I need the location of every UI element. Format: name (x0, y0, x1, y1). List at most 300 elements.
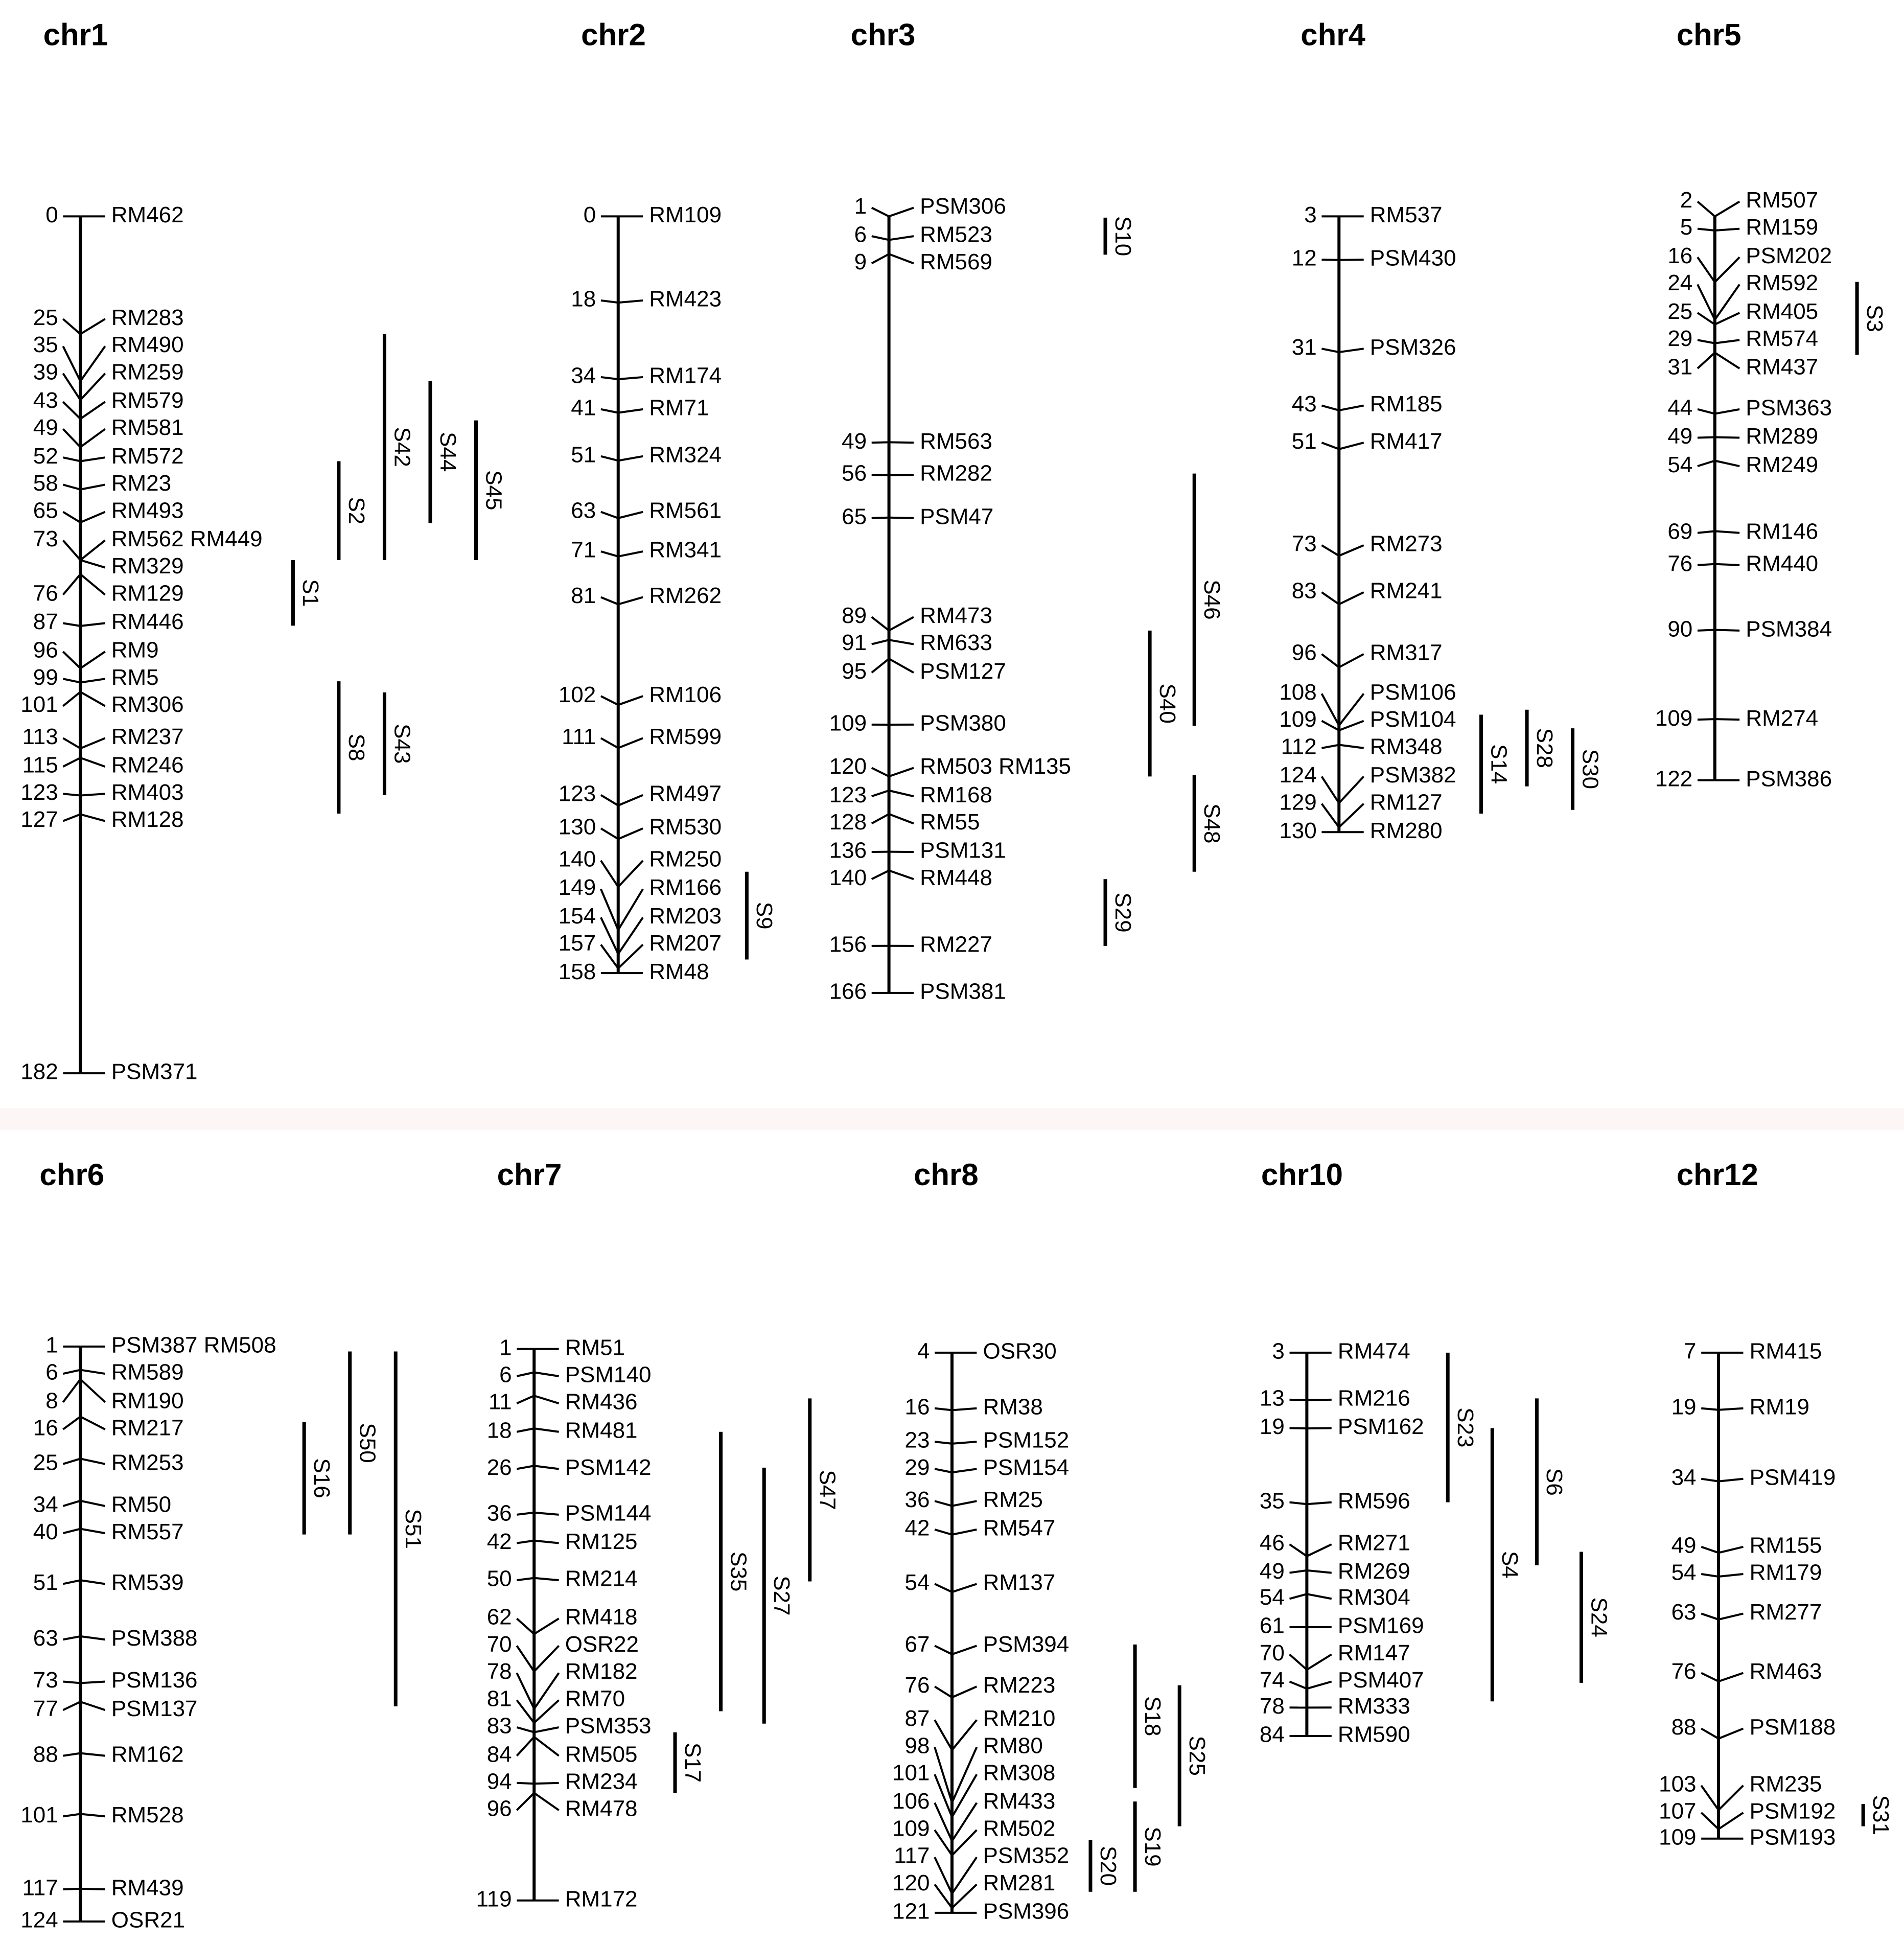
position-tick (601, 738, 618, 748)
marker-tick (1307, 1428, 1331, 1429)
marker-rm168 (829, 782, 992, 807)
marker-position: 0 (45, 202, 58, 228)
position-tick (1698, 437, 1715, 438)
marker-name: RM155 (1749, 1533, 1822, 1558)
position-tick (63, 794, 80, 795)
marker-position: 3 (1272, 1338, 1285, 1364)
position-tick (63, 738, 80, 748)
marker-psm396 (892, 1899, 1069, 1924)
marker-position: 109 (1655, 705, 1693, 731)
marker-position: 54 (904, 1569, 930, 1595)
position-tick (601, 300, 618, 303)
marker-position: 91 (842, 630, 867, 656)
marker-rm172 (476, 1886, 638, 1911)
segment-s3 (1857, 282, 1887, 355)
segment-label: S9 (752, 901, 777, 930)
segment-s51 (396, 1351, 426, 1706)
segment-label: S10 (1110, 216, 1135, 257)
marker-position: 12 (1291, 245, 1317, 271)
marker-position: 49 (842, 428, 867, 454)
position-tick (1701, 1813, 1719, 1829)
segment-s17 (675, 1732, 705, 1793)
marker-tick (534, 1372, 559, 1376)
segment-s27 (764, 1468, 794, 1724)
segment-s35 (721, 1432, 751, 1711)
position-tick (63, 319, 80, 334)
marker-rm253 (33, 1450, 184, 1475)
marker-position: 54 (1667, 452, 1693, 477)
marker-name: RM474 (1337, 1338, 1410, 1364)
marker-rm423 (571, 287, 722, 312)
marker-psm419 (1671, 1465, 1836, 1490)
marker-rm50 (33, 1492, 171, 1517)
marker-rm159 (1680, 215, 1818, 240)
position-tick (63, 1501, 80, 1506)
marker-position: 11 (488, 1389, 512, 1415)
marker-name: RM262 (649, 583, 722, 609)
marker-position: 16 (33, 1415, 58, 1441)
position-tick (63, 1459, 80, 1464)
position-tick (1701, 1786, 1719, 1810)
marker-name: RM348 (1369, 734, 1443, 759)
marker-psm380 (829, 710, 1006, 735)
position-tick (63, 758, 80, 767)
marker-position: 84 (486, 1742, 512, 1767)
marker-tick (80, 457, 105, 461)
marker-position: 129 (1279, 790, 1317, 815)
segment-label: S30 (1577, 749, 1603, 790)
position-tick (63, 1529, 80, 1534)
marker-position: 156 (829, 932, 867, 957)
marker-position: 51 (571, 442, 596, 468)
marker-rm237 (22, 724, 184, 749)
segment-label: S43 (389, 724, 415, 764)
position-tick (63, 1370, 80, 1374)
marker-position: 101 (892, 1760, 930, 1786)
marker-position: 88 (1671, 1715, 1697, 1740)
chromosome-title: chr3 (850, 17, 916, 52)
position-tick (1321, 443, 1339, 449)
marker-name: RM237 (111, 724, 184, 750)
marker-name: RM503 RM135 (920, 754, 1071, 779)
marker-rm599 (562, 724, 722, 749)
marker-tick (1339, 545, 1363, 556)
segment-s25 (1179, 1685, 1210, 1826)
position-tick (1321, 693, 1339, 725)
marker-tick (1339, 349, 1363, 352)
position-tick (63, 429, 80, 447)
marker-position: 140 (558, 846, 596, 872)
marker-name: PSM326 (1369, 334, 1456, 360)
marker-position: 102 (558, 682, 596, 707)
marker-position: 58 (33, 471, 58, 496)
position-tick (1290, 1594, 1307, 1599)
marker-tick (1719, 1613, 1743, 1620)
marker-position: 25 (1667, 298, 1693, 324)
position-tick (63, 623, 80, 626)
marker-rm234 (487, 1769, 638, 1794)
marker-position: 76 (904, 1672, 930, 1698)
position-tick (1701, 1673, 1719, 1682)
marker-position: 29 (1667, 326, 1693, 351)
marker-name: RM418 (565, 1604, 638, 1630)
marker-position: 130 (1279, 818, 1317, 843)
marker-position: 35 (33, 332, 58, 358)
marker-tick (80, 1529, 105, 1534)
chromosome-title: chr5 (1676, 17, 1742, 52)
marker-name: RM317 (1369, 640, 1443, 665)
segment-label: S44 (435, 432, 460, 472)
marker-tick (80, 758, 105, 767)
marker-rm216 (1260, 1385, 1410, 1410)
marker-position: 34 (571, 363, 596, 388)
marker-name: RM463 (1749, 1659, 1822, 1684)
marker-psm326 (1292, 335, 1456, 360)
marker-position: 31 (1291, 334, 1317, 360)
marker-name: RM581 (111, 415, 184, 441)
marker-tick (889, 870, 914, 879)
marker-rm51 (499, 1335, 625, 1360)
marker-name: RM599 (649, 724, 722, 750)
marker-tick (889, 254, 914, 263)
marker-name: PSM188 (1749, 1715, 1836, 1740)
segment-s20 (1090, 1840, 1121, 1892)
marker-name: RM563 (920, 428, 992, 454)
chromosome-title: chr1 (43, 17, 108, 52)
marker-name: RM329 (111, 553, 184, 579)
segment-s19 (1135, 1801, 1165, 1892)
marker-rm174 (571, 363, 722, 388)
marker-name: RM481 (565, 1418, 638, 1443)
position-tick (872, 768, 889, 776)
marker-rm478 (487, 1793, 638, 1821)
position-tick (935, 1501, 952, 1506)
marker-name: RM241 (1369, 578, 1443, 604)
marker-name: RM273 (1369, 531, 1443, 557)
marker-rm128 (20, 807, 183, 832)
marker-name: RM440 (1746, 551, 1819, 576)
segment-label: S17 (680, 1742, 705, 1783)
marker-position: 36 (904, 1487, 930, 1512)
marker-rm497 (559, 781, 722, 806)
position-tick (63, 1636, 80, 1639)
marker-name: RM19 (1749, 1394, 1809, 1420)
marker-osr30 (917, 1339, 1057, 1364)
marker-tick (80, 540, 105, 560)
marker-rm271 (1260, 1531, 1410, 1557)
marker-name: RM129 (111, 581, 184, 606)
marker-psm381 (829, 979, 1006, 1004)
marker-tick (952, 1584, 977, 1592)
segment-s28 (1527, 710, 1557, 787)
marker-name: RM448 (920, 865, 992, 890)
marker-name: RM109 (649, 202, 722, 228)
marker-position: 76 (33, 581, 58, 606)
marker-position: 56 (842, 460, 867, 486)
marker-name: PSM386 (1746, 766, 1832, 792)
position-tick (935, 1686, 952, 1697)
marker-rm269 (1260, 1559, 1410, 1584)
marker-position: 88 (33, 1742, 58, 1767)
position-tick (63, 402, 80, 419)
marker-position: 182 (20, 1059, 58, 1084)
marker-name: RM590 (1337, 1722, 1410, 1747)
marker-position: 112 (1281, 734, 1317, 759)
chromosome-chr5 (1655, 17, 1887, 791)
marker-position: 76 (1667, 551, 1693, 576)
marker-position: 18 (571, 286, 596, 312)
position-tick (1321, 406, 1339, 410)
position-tick (1290, 1681, 1307, 1688)
marker-name: PSM396 (983, 1899, 1070, 1924)
position-tick (1321, 545, 1339, 556)
position-tick (1290, 1502, 1307, 1505)
marker-psm137 (33, 1696, 198, 1721)
marker-name: RM423 (649, 286, 722, 312)
marker-position: 52 (33, 443, 58, 469)
chromosome-chr1 (20, 17, 506, 1084)
position-tick (601, 409, 618, 413)
position-tick (1321, 654, 1339, 667)
marker-position: 119 (476, 1886, 512, 1912)
position-tick (1321, 745, 1339, 748)
marker-rm505 (487, 1737, 638, 1767)
marker-rm440 (1667, 551, 1818, 576)
marker-name: RM557 (111, 1519, 184, 1544)
marker-position: 6 (45, 1359, 58, 1385)
marker-tick (1715, 564, 1739, 565)
marker-tick (1307, 1570, 1331, 1573)
marker-tick (889, 659, 914, 673)
marker-name: PSM430 (1369, 245, 1456, 271)
marker-name: PSM306 (920, 194, 1006, 219)
marker-tick (1339, 406, 1363, 410)
marker-name: RM249 (1746, 452, 1819, 477)
marker-tick (889, 640, 914, 644)
marker-name: PSM106 (1369, 679, 1456, 705)
marker-tick (1719, 1408, 1743, 1410)
marker-name: PSM104 (1369, 707, 1456, 732)
marker-name: RM271 (1337, 1530, 1410, 1556)
marker-rm439 (22, 1876, 184, 1901)
marker-name: RM281 (983, 1870, 1056, 1895)
marker-name: PSM407 (1337, 1668, 1424, 1693)
position-tick (935, 1584, 952, 1592)
marker-position: 6 (499, 1362, 512, 1387)
marker-tick (952, 1408, 977, 1410)
segment-s23 (1448, 1353, 1478, 1502)
position-tick (601, 512, 618, 518)
marker-name: RM137 (983, 1569, 1056, 1595)
marker-position: 24 (1667, 270, 1693, 296)
marker-tick (1719, 1673, 1743, 1682)
marker-position: 49 (1259, 1559, 1285, 1584)
marker-tick (1719, 1547, 1743, 1553)
marker-rm147 (1260, 1640, 1410, 1670)
marker-name: RM162 (111, 1742, 184, 1767)
marker-rm38 (904, 1394, 1042, 1419)
marker-name: RM182 (565, 1659, 638, 1684)
marker-name: RM579 (111, 387, 184, 413)
marker-position: 101 (20, 692, 58, 718)
marker-position: 43 (33, 387, 58, 413)
marker-rm306 (20, 692, 183, 717)
marker-name: PSM380 (920, 710, 1006, 736)
position-tick (935, 1408, 952, 1410)
marker-name: RM493 (111, 498, 184, 523)
marker-tick (1307, 1654, 1331, 1670)
marker-rm633 (842, 630, 992, 655)
position-tick (517, 1793, 534, 1810)
marker-psm142 (487, 1455, 652, 1480)
marker-position: 94 (486, 1769, 512, 1794)
segment-s44 (430, 381, 460, 523)
position-tick (63, 574, 80, 595)
marker-position: 122 (1655, 766, 1693, 792)
marker-rm282 (842, 461, 992, 486)
position-tick (1698, 257, 1715, 282)
marker-rm125 (487, 1529, 638, 1554)
segment-label: S46 (1199, 580, 1225, 620)
marker-tick (1339, 776, 1363, 803)
marker-position: 115 (22, 752, 58, 778)
marker-position: 49 (1671, 1533, 1697, 1558)
marker-tick (534, 1428, 559, 1432)
marker-tick (80, 1753, 105, 1756)
marker-name: PSM137 (111, 1696, 198, 1721)
marker-rm249 (1667, 452, 1818, 477)
marker-position: 18 (486, 1418, 512, 1443)
marker-position: 50 (486, 1566, 512, 1591)
marker-rm146 (1667, 519, 1818, 544)
marker-rm561 (571, 498, 722, 523)
marker-rm9 (33, 638, 159, 668)
marker-name: RM179 (1749, 1560, 1822, 1585)
marker-rm246 (22, 753, 184, 778)
marker-name: RM333 (1337, 1693, 1410, 1719)
marker-name: RM436 (565, 1389, 638, 1415)
marker-tick (80, 1681, 105, 1683)
marker-position: 95 (842, 658, 867, 684)
marker-psm407 (1260, 1668, 1424, 1693)
marker-name: RM572 (111, 443, 184, 469)
marker-name: RM437 (1746, 354, 1819, 380)
position-tick (63, 1814, 80, 1816)
position-tick (1290, 1570, 1307, 1573)
marker-tick (80, 1379, 105, 1402)
marker-tick (952, 1720, 977, 1750)
marker-rm462 (45, 202, 183, 227)
segment-label: S29 (1110, 892, 1135, 933)
segment-label: S47 (815, 1470, 840, 1510)
marker-psm371 (20, 1059, 197, 1084)
position-tick (1698, 201, 1715, 216)
marker-position: 101 (20, 1802, 58, 1828)
segment-s40 (1150, 631, 1180, 776)
position-tick (872, 659, 889, 673)
marker-position: 69 (1667, 519, 1693, 544)
marker-rm262 (571, 583, 722, 608)
position-tick (1701, 1479, 1719, 1482)
position-tick (1290, 1654, 1307, 1670)
marker-rm403 (20, 780, 183, 805)
segment-label: S40 (1154, 683, 1180, 724)
marker-psm131 (829, 838, 1006, 863)
marker-position: 128 (829, 809, 867, 835)
marker-name: RM253 (111, 1450, 184, 1475)
marker-tick (1307, 1594, 1331, 1599)
marker-name: PSM419 (1749, 1465, 1836, 1490)
marker-tick (618, 597, 643, 605)
segment-s50 (350, 1351, 380, 1534)
marker-position: 41 (571, 395, 596, 421)
position-tick (1698, 409, 1715, 414)
marker-name: RM246 (111, 752, 184, 778)
segment-label: S16 (309, 1458, 335, 1498)
marker-position: 81 (486, 1686, 512, 1711)
marker-name: RM174 (649, 363, 722, 388)
marker-tick (80, 1370, 105, 1374)
marker-position: 120 (892, 1870, 930, 1895)
marker-name: PSM394 (983, 1631, 1070, 1657)
marker-name: PSM144 (565, 1500, 652, 1526)
segment-label: S18 (1140, 1696, 1165, 1737)
marker-psm144 (487, 1500, 652, 1525)
marker-name: RM71 (649, 395, 709, 421)
marker-rm507 (1680, 188, 1818, 216)
marker-psm430 (1292, 246, 1456, 271)
marker-tick (80, 679, 105, 682)
marker-name: RM106 (649, 682, 722, 707)
marker-rm304 (1260, 1585, 1410, 1610)
marker-name: PSM162 (1337, 1414, 1424, 1440)
marker-tick (80, 512, 105, 523)
marker-position: 74 (1259, 1668, 1285, 1693)
marker-name: RM203 (649, 903, 722, 929)
marker-tick (618, 696, 643, 705)
segment-s43 (384, 692, 414, 795)
marker-position: 44 (1667, 395, 1693, 421)
marker-tick (80, 623, 105, 626)
marker-rm283 (33, 305, 184, 334)
marker-tick (534, 1541, 559, 1543)
marker-position: 109 (829, 710, 867, 736)
marker-tick (1719, 1813, 1743, 1829)
marker-name: PSM136 (111, 1668, 198, 1693)
position-tick (517, 1428, 534, 1432)
marker-tick (80, 1459, 105, 1464)
segment-s30 (1573, 728, 1603, 810)
position-tick (872, 814, 889, 823)
marker-name: RM304 (1337, 1585, 1410, 1610)
segment-s47 (810, 1398, 840, 1581)
marker-name: RM216 (1337, 1385, 1410, 1411)
position-tick (1698, 460, 1715, 466)
marker-position: 34 (1671, 1465, 1697, 1490)
marker-position: 25 (33, 305, 58, 330)
marker-position: 117 (22, 1875, 58, 1901)
marker-rm227 (829, 932, 992, 957)
position-tick (1698, 229, 1715, 230)
chromosome-title: chr4 (1301, 17, 1366, 52)
chromosome-chr12 (1659, 1158, 1893, 1849)
marker-tick (534, 1466, 559, 1469)
marker-name: RM324 (649, 442, 722, 468)
marker-name: RM269 (1337, 1559, 1410, 1584)
marker-position: 84 (1259, 1722, 1285, 1747)
marker-tick (1339, 654, 1363, 667)
position-tick (517, 1646, 534, 1671)
